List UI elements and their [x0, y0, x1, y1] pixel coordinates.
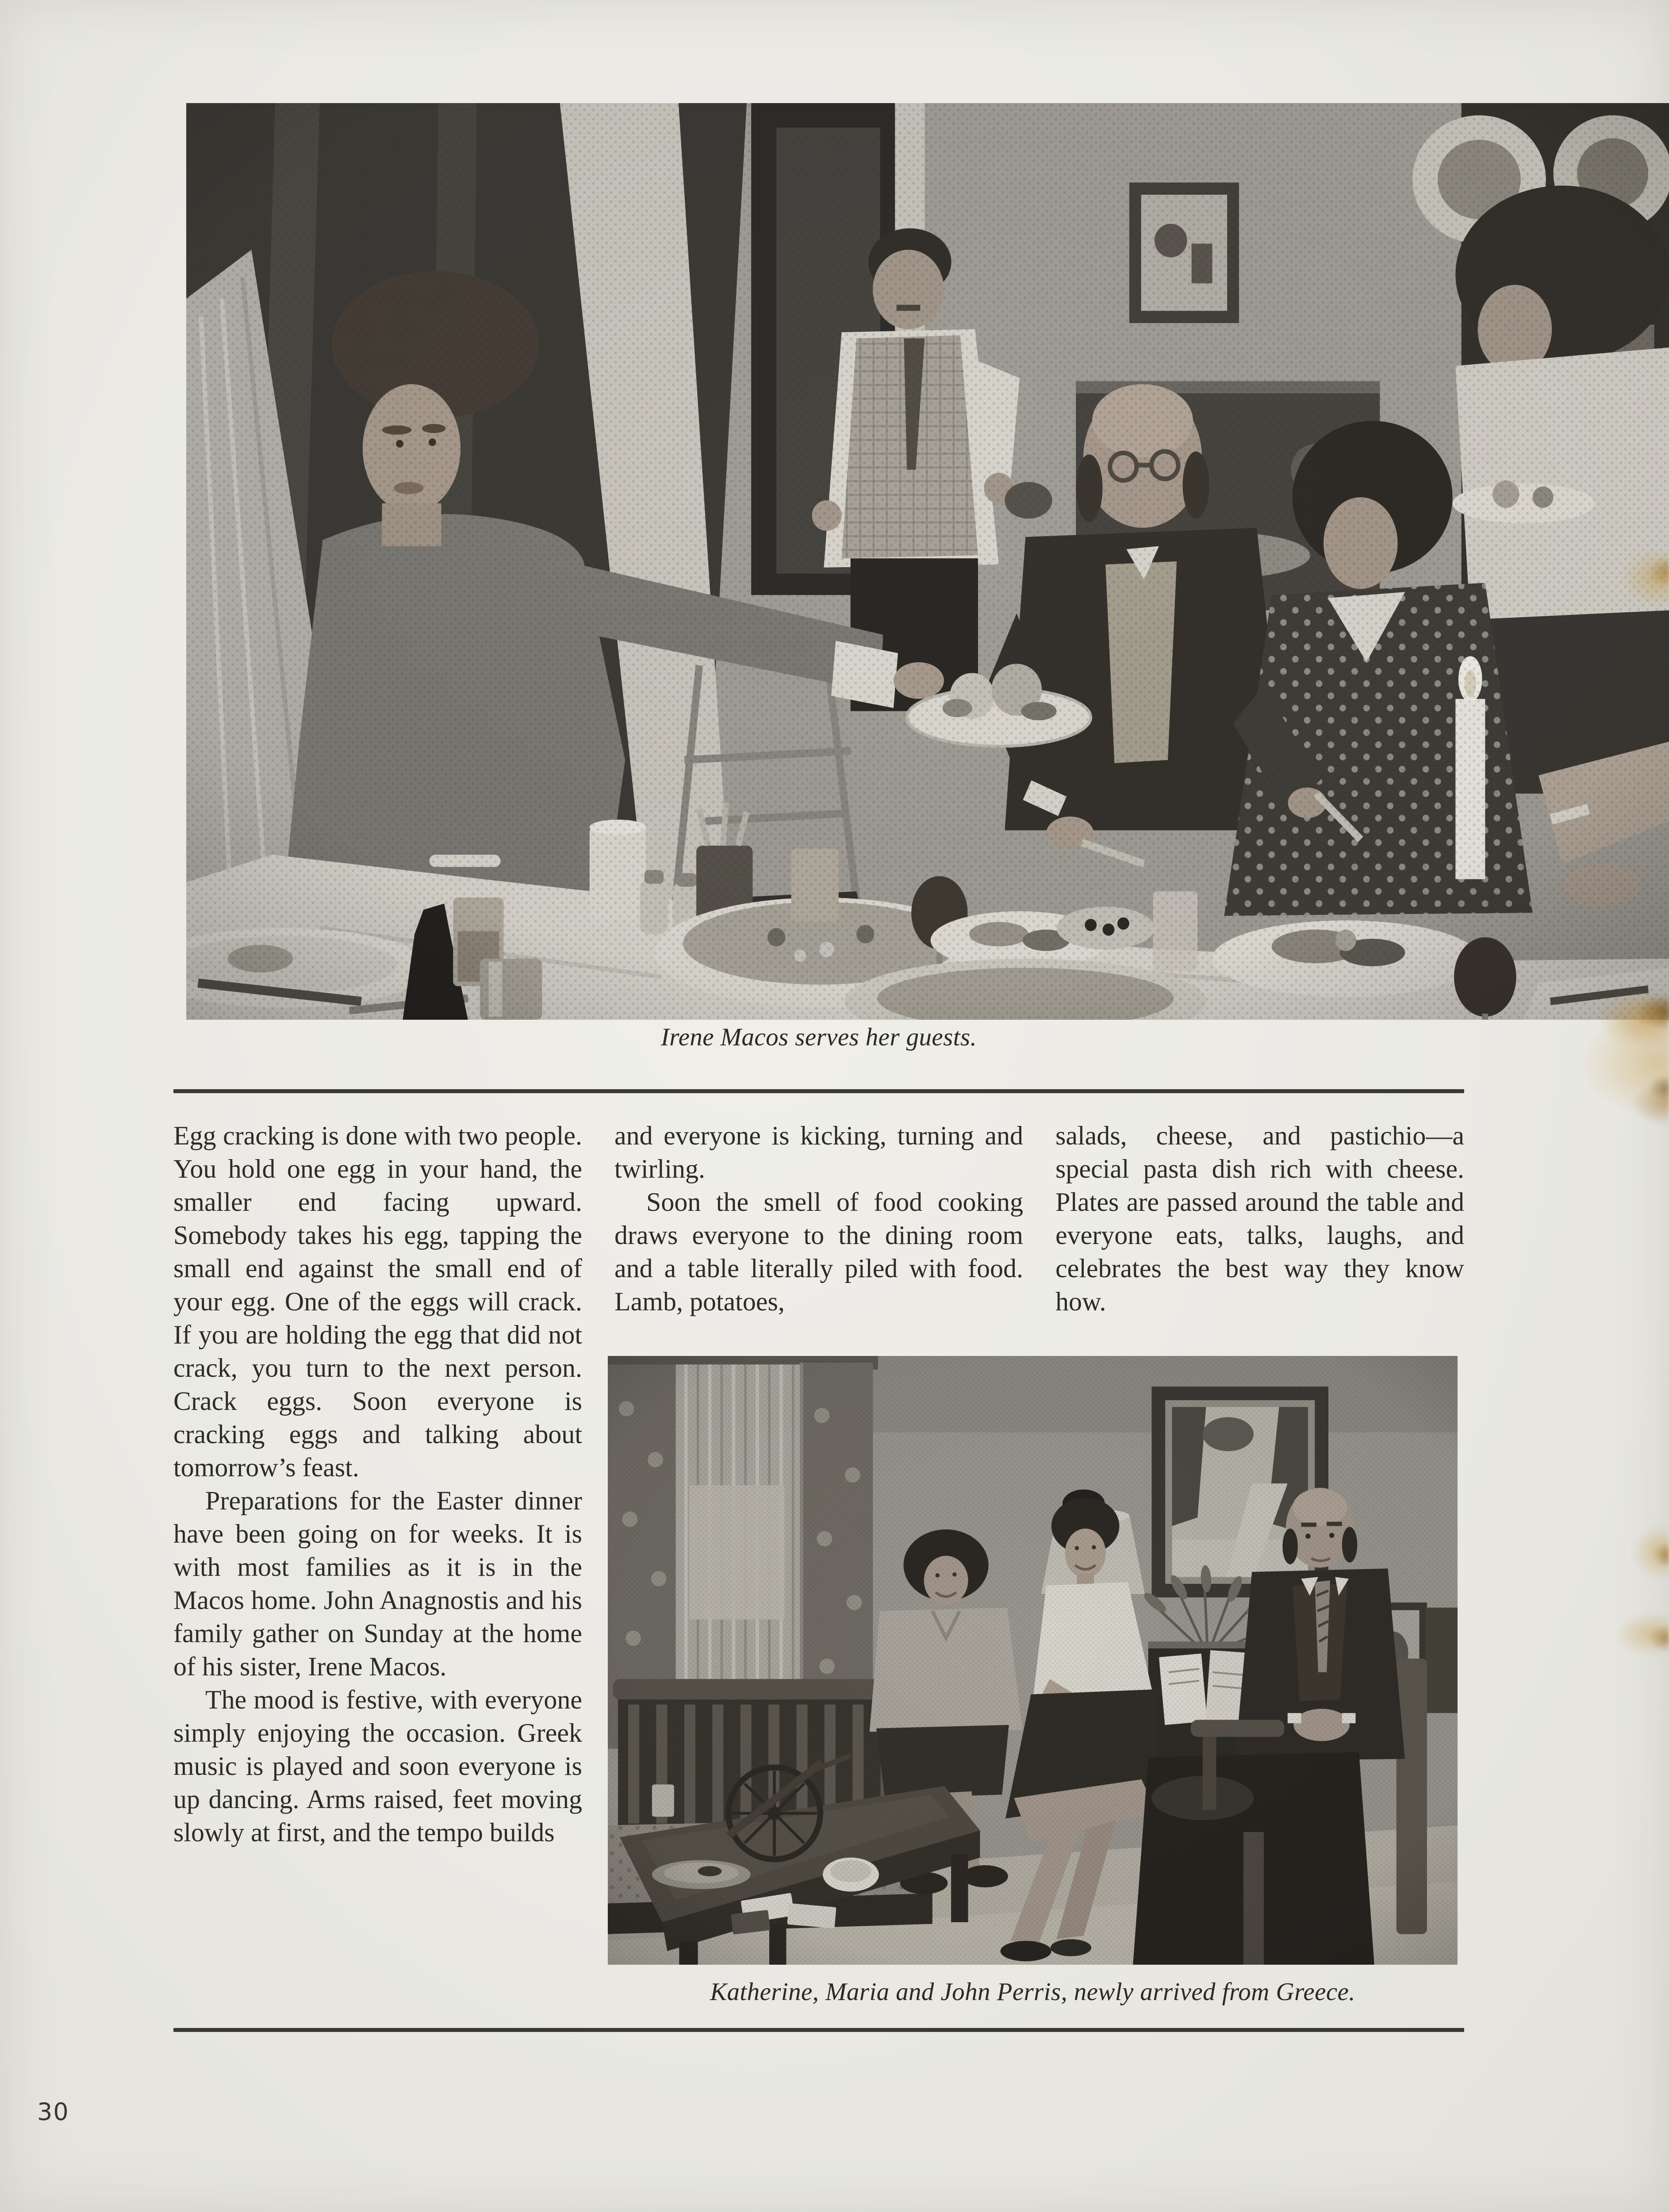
- article-paragraph: salads, cheese, and pastichio—a special pasta dish rich with cheese. Plates are passed around the table and everyone eats, talks, laughs, and celebrates the best way they know how.: [1055, 1121, 1464, 1316]
- photo2-caption: Katherine, Maria and John Perris, newly arrived from Greece.: [710, 1978, 1355, 2006]
- stain-right-edge-middle: [1614, 1506, 1669, 1608]
- page-number: 30: [37, 2098, 69, 2126]
- stain-right-edge-lower: [1592, 1593, 1669, 1668]
- photo-dinner-table: [186, 103, 1669, 1020]
- article-paragraph: Preparations for the Easter dinner have been going on for weeks. It is with most families as it is in the Macos home. John Anagnostis and his family gather on Sunday at the home of his sister, Irene Macos.: [173, 1486, 582, 1681]
- photo-living-room: [608, 1356, 1458, 1965]
- photo1-caption: Irene Macos serves her guests.: [660, 1023, 977, 1051]
- article-paragraph: and everyone is kicking, turning and twirling.: [614, 1121, 1023, 1183]
- article-paragraph: Soon the smell of food cooking draws everyone to the dining room and a table literally piled with food. Lamb, potatoes,: [614, 1187, 1023, 1316]
- photo-dinner-illustration: [186, 103, 1669, 1020]
- photo-living-room-illustration: [608, 1356, 1458, 1965]
- article-paragraph: Egg cracking is done with two people. You hold one egg in your hand, the smaller end facing upward. Somebody takes his egg, tapping the small end against the small end of your egg. One of the eggs will crack. If you are holding the egg that did not crack, you turn to the next person. Crack eggs. Soon everyone is cracking eggs and talking about tomorrow’s feast.: [173, 1121, 582, 1482]
- article-paragraph: The mood is festive, with everyone simply enjoying the occasion. Greek music is played and soon everyone is up dancing. Arms raised, feet moving slowly at first, and the tempo builds: [173, 1685, 582, 1847]
- divider-rule-bottom: [173, 2028, 1464, 2032]
- divider-rule-top: [173, 1089, 1464, 1093]
- article-column-1: [173, 1119, 582, 1849]
